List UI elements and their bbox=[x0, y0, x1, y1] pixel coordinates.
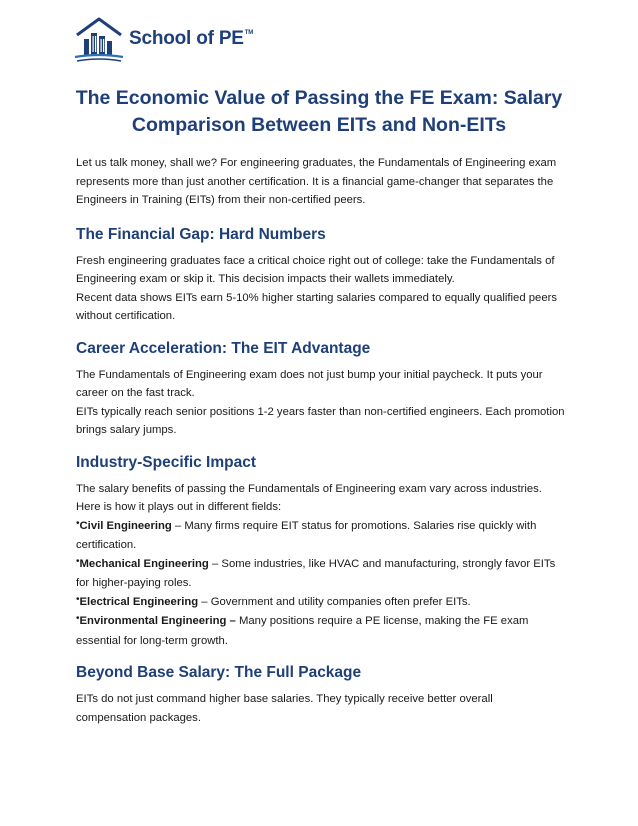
section-career-acceleration bbox=[76, 338, 566, 440]
bullet-dot: • bbox=[76, 517, 80, 529]
bullet-dot: • bbox=[76, 555, 80, 567]
bullet-item bbox=[76, 593, 566, 613]
bullet-item bbox=[76, 517, 566, 555]
bullet-item bbox=[76, 555, 566, 593]
bullet-item bbox=[76, 612, 566, 650]
section-paragraph: Recent data shows EITs earn 5-10% higher starting salaries compared to equally qualified peers without certification. bbox=[76, 291, 558, 322]
section-heading: The Financial Gap: Hard Numbers bbox=[76, 225, 326, 243]
bullet-label: Environmental Engineering – bbox=[79, 615, 236, 627]
section-paragraph: The salary benefits of passing the Fundamentals of Engineering exam vary across industries. Here is how it plays out in different fields: bbox=[76, 482, 542, 513]
bullet-dot: • bbox=[76, 593, 80, 605]
section-paragraph: Fresh engineering graduates face a critical choice right out of college: take the Fundamentals of Engineering exam or skip it. This decision impacts their wallets immediately. bbox=[76, 254, 555, 285]
bullet-text: – Many firms require EIT status for promotions. Salaries rise quickly with certification. bbox=[76, 519, 537, 551]
intro-paragraph: Let us talk money, shall we? For engineering graduates, the Fundamentals of Engineering exam represents more than just another certification. It is a financial game-changer that separates the Engineers in Training (EITs) from their non-certified peers. bbox=[76, 157, 557, 206]
section-paragraph: EITs do not just command higher base salaries. They typically receive better overall compensation packages. bbox=[76, 693, 493, 724]
section-full-package bbox=[76, 662, 566, 727]
trademark-mark: TM bbox=[244, 30, 254, 36]
bullet-text: – Some industries, like HVAC and manufacturing, strongly favor EITs for higher-paying roles. bbox=[76, 557, 556, 589]
section-financial-gap bbox=[76, 224, 566, 326]
section-heading: Industry-Specific Impact bbox=[76, 453, 257, 471]
section-heading: Beyond Base Salary: The Full Package bbox=[76, 664, 362, 681]
section-heading: Career Acceleration: The EIT Advantage bbox=[76, 339, 371, 357]
document-body bbox=[76, 154, 566, 739]
bullet-label: Electrical Engineering bbox=[79, 595, 199, 608]
bullet-text: – Government and utility companies often prefer EITs. bbox=[198, 595, 471, 608]
school-of-pe-logo[interactable] bbox=[73, 16, 253, 66]
section-paragraph: The Fundamentals of Engineering exam does not just bump your initial paycheck. It puts your career on the fast track. bbox=[76, 368, 543, 399]
bullet-label: Civil Engineering bbox=[79, 519, 172, 532]
logo-wordmark: School of PE™ bbox=[129, 28, 254, 49]
document-title: The Economic Value of Passing the FE Exam: Salary Comparison Between EITs and Non-EITs bbox=[75, 87, 563, 136]
section-paragraph: EITs typically reach senior positions 1-2 years faster than non-certified engineers. Each promotion brings salary jumps. bbox=[76, 405, 565, 436]
section-industry-impact bbox=[76, 452, 566, 651]
bullet-dot: • bbox=[76, 613, 80, 624]
bullet-label: Mechanical Engineering bbox=[79, 557, 209, 570]
building-shield-icon bbox=[73, 17, 125, 65]
bullet-text: Many positions require a PE license, making the FE exam essential for long-term growth. bbox=[76, 615, 529, 647]
